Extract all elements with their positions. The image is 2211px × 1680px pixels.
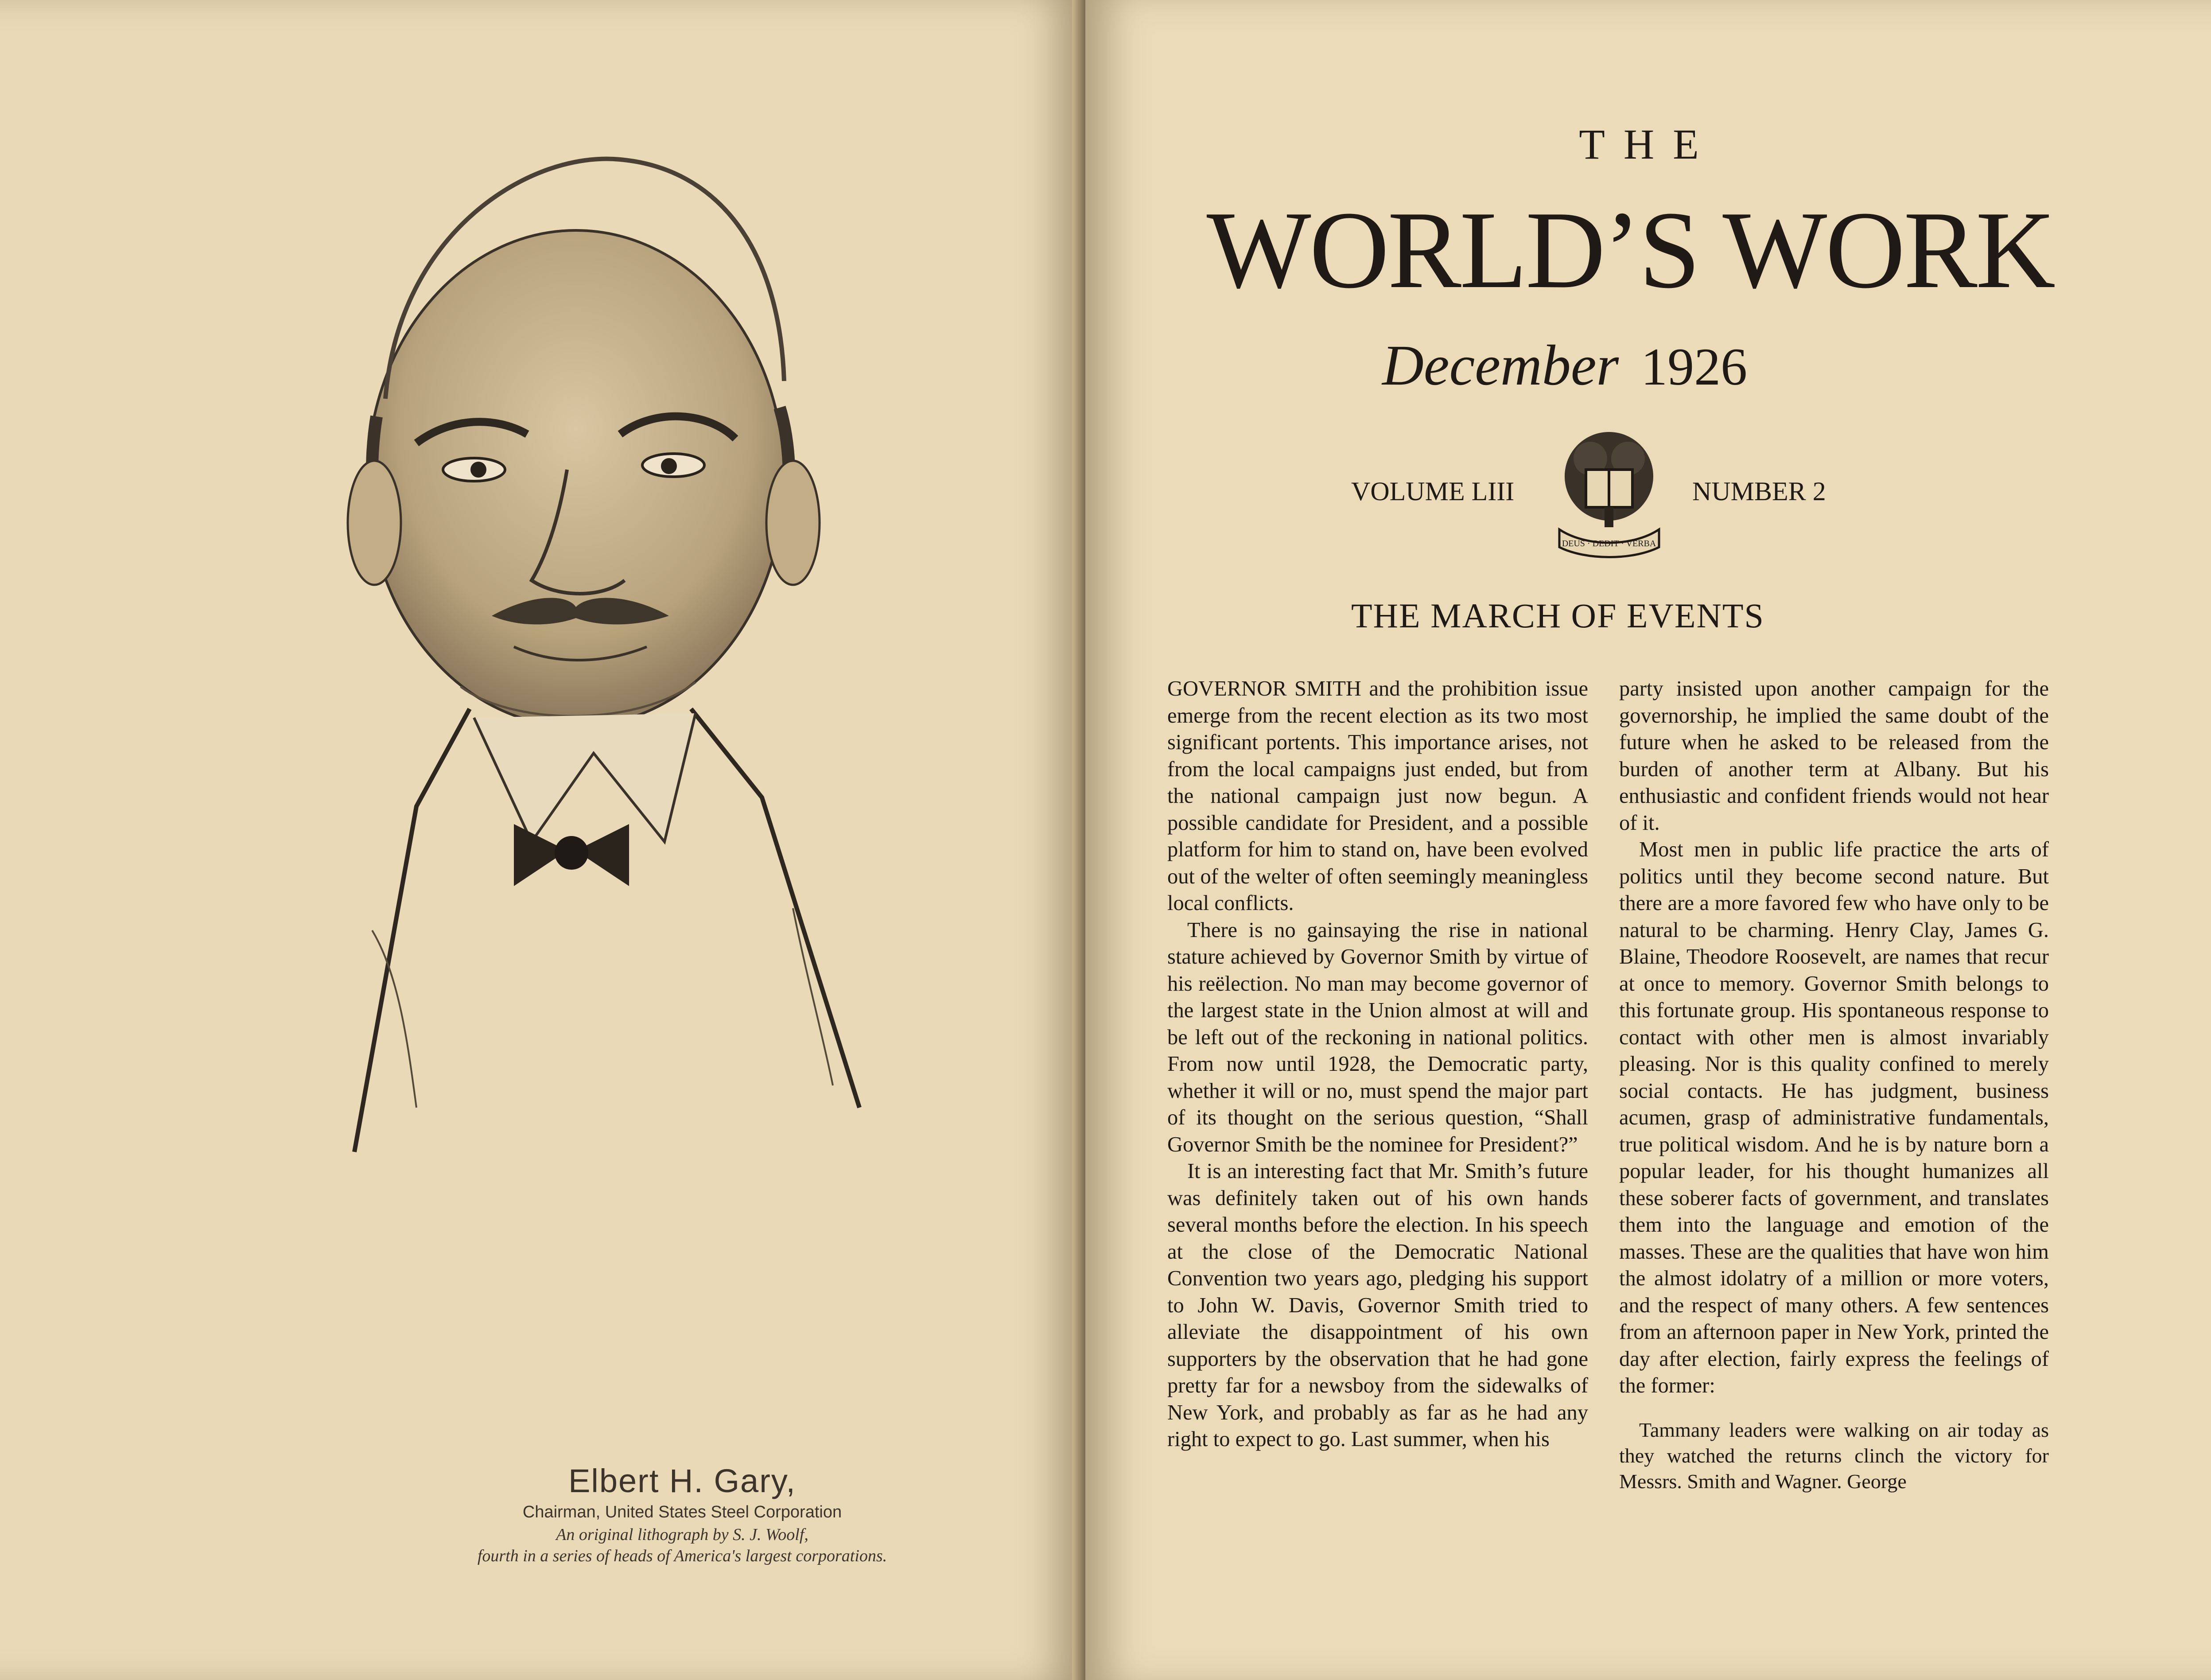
left-page [0,0,1081,1680]
paragraph: It is an interesting fact that Mr. Smith’s future was definitely taken out of his own hands several months before the election. In his speech at the close of the Democratic National Convention two years ago, pledging his support to John W. Davis, Governor Smith tried to alleviate the disappointment of his own supporters by the observation that he had gone pretty far for a newsboy from the sidewalks of New York, and probably as far as he had any right to expect to go. Last summer, when his [1167,1159,1588,1451]
portrait-lithograph [284,133,904,1178]
caption-series-note: fourth in a series of heads of America's largest corporations. [477,1547,887,1565]
paragraph: Most men in public life practice the arts of politics until they become second nature. But there are a more favored few who have only to be natural to be charming. Henry Clay, James G. Blaine, Theodore Roosevelt, are names that recur at once to memory. Governor Smith belongs to this fortunate group. His spontaneous response to contact with other men is almost invariably pleasing. Nor is this quality confined to merely social contacts. He has judgment, business acumen, grasp of administrative fundamentals, true political wisdom. And he is by nature born a popular leader, for his thought humanizes all these soberer facts of government, and translates them into the language and emotion of the masses. These are the qualities that have won him the almost idolatry of a million or more voters, and the respect of many others. A few sentences from an afternoon paper in New York, printed the day after election, fairly express the feelings of the former: [1619,838,2049,1397]
emblem-motto: DEUS · DEDIT · VERBA [1562,539,1656,548]
block-quote: Tammany leaders were walking on air today as they watched the returns clinch the victory for Messrs. Smith and Wagner. George [1619,1418,2049,1493]
paragraph: GOVERNOR SMITH and the prohibition issue emerge from the recent election as its two most significant portents. This importance arises, not from the local campaigns just ended, but from the national campaign just now begun. A possible candidate for President, and a possible platform for him to stand on, have been evolved out of the welter of often seemingly meaningless local conflicts. [1167,677,1588,915]
masthead-the: THE [1579,121,1718,168]
volume-label: VOLUME LIII [1351,477,1515,506]
caption-title: Chairman, United States Steel Corporation [522,1503,842,1521]
masthead-title: WORLD’S WORK [1206,189,2054,311]
article-column-2 [1619,676,2049,1494]
publisher-emblem [1550,428,1668,560]
issue-date [1382,332,1747,399]
paragraph: party insisted upon another campaign for the governorship, he implied the same doubt of the future when he asked to be released from the burden of another term at Albany. But his enthusiastic and confident friends would not hear of it. [1619,677,2049,835]
number-label: NUMBER 2 [1692,477,1826,506]
caption-credit: An original lithograph by S. J. Woolf, [556,1525,808,1544]
paragraph: There is no gainsaying the rise in national stature achieved by Governor Smith by virtue of his reëlection. No man may become governor of the largest state in the Union almost at will and be left out of the reckoning in national politics. From now until 1928, the Democratic party, whether it will or no, must spend the major part of its thought on the serious question, “Shall Governor Smith be the nominee for President?” [1167,918,1588,1156]
section-title: THE MARCH OF EVENTS [1351,596,1764,635]
article-column-1 [1167,676,1588,1453]
caption-name: Elbert H. Gary, [568,1462,796,1499]
issue-month: December [1382,334,1619,397]
issue-year: 1926 [1641,337,1748,396]
